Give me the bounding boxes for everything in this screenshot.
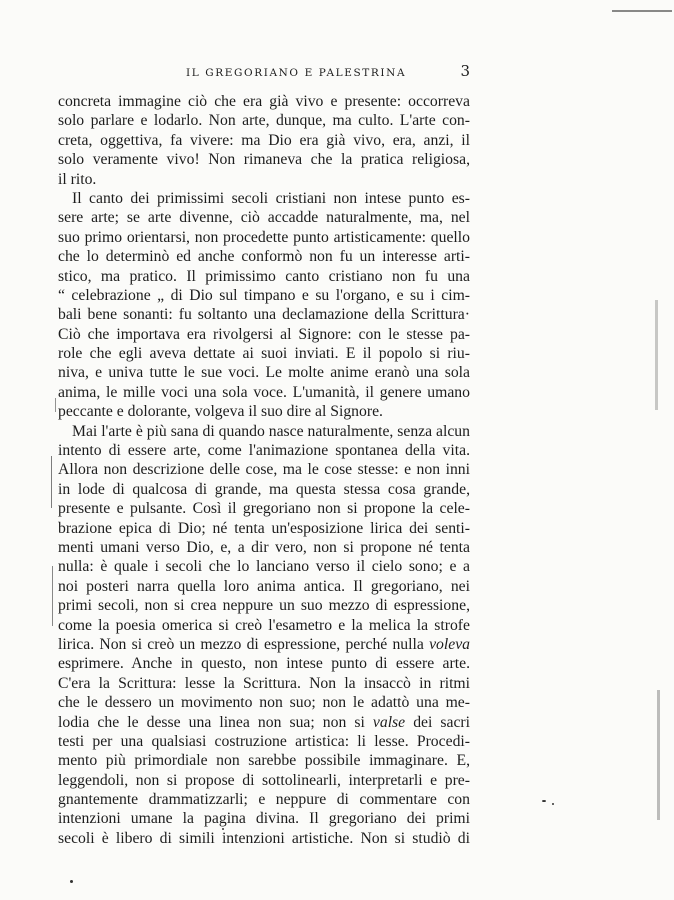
text-line (58, 713, 470, 732)
margin-mark (51, 456, 52, 508)
text-line: concreta immagine ciò che era già vivo e presente: occorreva (58, 93, 470, 110)
body-text (58, 92, 470, 848)
text-line: il rito. (58, 170, 97, 188)
text-line: gnantemente drammatizzarli; e neppure di commentare con (58, 791, 470, 809)
text-line: leggendoli, non si propose di sottolinearli, interpretarli e pre- (58, 771, 470, 789)
text-line (58, 635, 470, 654)
text-line: intenzioni umane la pagina divina. Il gregoriano dei primi (58, 810, 470, 828)
margin-mark (55, 398, 56, 412)
text-line: Il canto dei primissimi secoli cristiani non intese punto es- (72, 189, 470, 207)
text-line: esprimere. Anche in questo, non intese punto di essere arte. (58, 655, 470, 673)
italic-word: valse (372, 713, 406, 731)
line-text: dei sacri (413, 713, 470, 731)
line-text: lodia che le desse una linea non sua; non si (58, 713, 365, 731)
ink-speck (542, 800, 546, 802)
text-line: in lode di qualcosa di grande, ma questa stessa cosa grande, (58, 480, 470, 498)
text-line: suo primo orientarsi, non procedette punto artisticamente: quello (58, 228, 470, 246)
page-number: 3 (460, 62, 470, 80)
text-line: brazione epica di Dio; né tenta un'esposizione lirica dei senti- (58, 519, 470, 537)
text-line: sere arte; se arte divenne, ciò accadde naturalmente, ma, nel (58, 209, 470, 227)
text-line: menti umani verso Dio, e, a dir vero, non si propone né tenta (58, 538, 470, 556)
text-line: secoli è libero di simili intenzioni artistiche. Non si studiò di (58, 829, 470, 847)
paragraph-2 (58, 189, 470, 422)
line-text: lirica. Non si creò un mezzo di espressione, perché nulla (58, 635, 424, 653)
scan-edge-mark (612, 10, 672, 12)
page-header (58, 60, 470, 80)
text-line: solo veramente vivo! Non rimaneva che la pratica religiosa, (58, 151, 470, 169)
scan-edge-mark (655, 300, 658, 410)
text-line: “ celebrazione „ di Dio sul timpano e su l'organo, e su i cim- (58, 286, 470, 304)
text-line: che le dessero un movimento non suo; non le adattò una me- (58, 694, 470, 712)
italic-word: voleva (429, 635, 470, 653)
ink-speck (222, 828, 224, 830)
text-line: Mai l'arte è più sana di quando nasce naturalmente, senza alcun (72, 422, 470, 440)
text-line: C'era la Scrittura: lesse la Scrittura. Non la insaccò in ritmi (58, 674, 470, 692)
text-line: role che egli aveva dettate ai suoi inviati. E il popolo si riu- (58, 345, 470, 363)
text-line: che lo determinò ed anche conformò non fu un interesse arti- (58, 248, 470, 266)
text-line: stico, ma pratico. Il primissimo canto cristiano non fu una (58, 267, 470, 285)
ink-speck (70, 880, 73, 883)
text-line: presente e pulsante. Così il gregoriano non si propone la cele- (58, 500, 470, 518)
scan-edge-mark (657, 690, 660, 820)
text-line: nulla: è quale i secoli che lo lanciano verso il cielo sono; e a (58, 558, 470, 576)
text-line: creta, oggettiva, fa vivere: ma Dio era già vivo, era, anzi, il (58, 131, 470, 149)
text-line: Allora non descrizione delle cose, ma le cose stesse: e non inni (58, 461, 470, 479)
running-title: IL GREGORIANO E PALESTRINA (186, 67, 407, 79)
ink-speck (552, 803, 554, 805)
text-line: solo parlare e lodarlo. Non arte, dunque, ma culto. L'arte con- (58, 112, 470, 130)
text-line: peccante e dolorante, volgeva il suo dire al Signore. (58, 403, 383, 421)
paragraph-1 (58, 92, 470, 189)
text-line: intento di essere arte, come l'animazione spontanea della vita. (58, 442, 470, 460)
text-line: primi secoli, non si crea neppure un suo mezzo di espressione, (58, 597, 470, 615)
paragraph-3 (58, 422, 470, 849)
text-line: come la poesia omerica si creò l'esametro e la melica la strofe (58, 616, 470, 634)
text-line: bali bene sonanti: fu soltanto una declamazione della Scrittura· (58, 306, 470, 324)
text-line: testi per una qualsiasi costruzione artistica: li lesse. Procedi- (58, 732, 470, 750)
text-line: niva, e univa tutte le sue voci. Le molte anime eranò una sola (58, 364, 470, 382)
margin-mark (52, 566, 53, 626)
text-line: mento più primordiale non sarebbe possibile immaginare. E, (58, 752, 470, 770)
text-line: Ciò che importava era rivolgersi al Signore: con le stesse pa- (58, 325, 470, 343)
text-line: anima, le mille voci una sola voce. L'umanità, il genere umano (58, 383, 470, 401)
text-line: noi posteri narra quella loro anima antica. Il gregoriano, nei (58, 577, 470, 595)
